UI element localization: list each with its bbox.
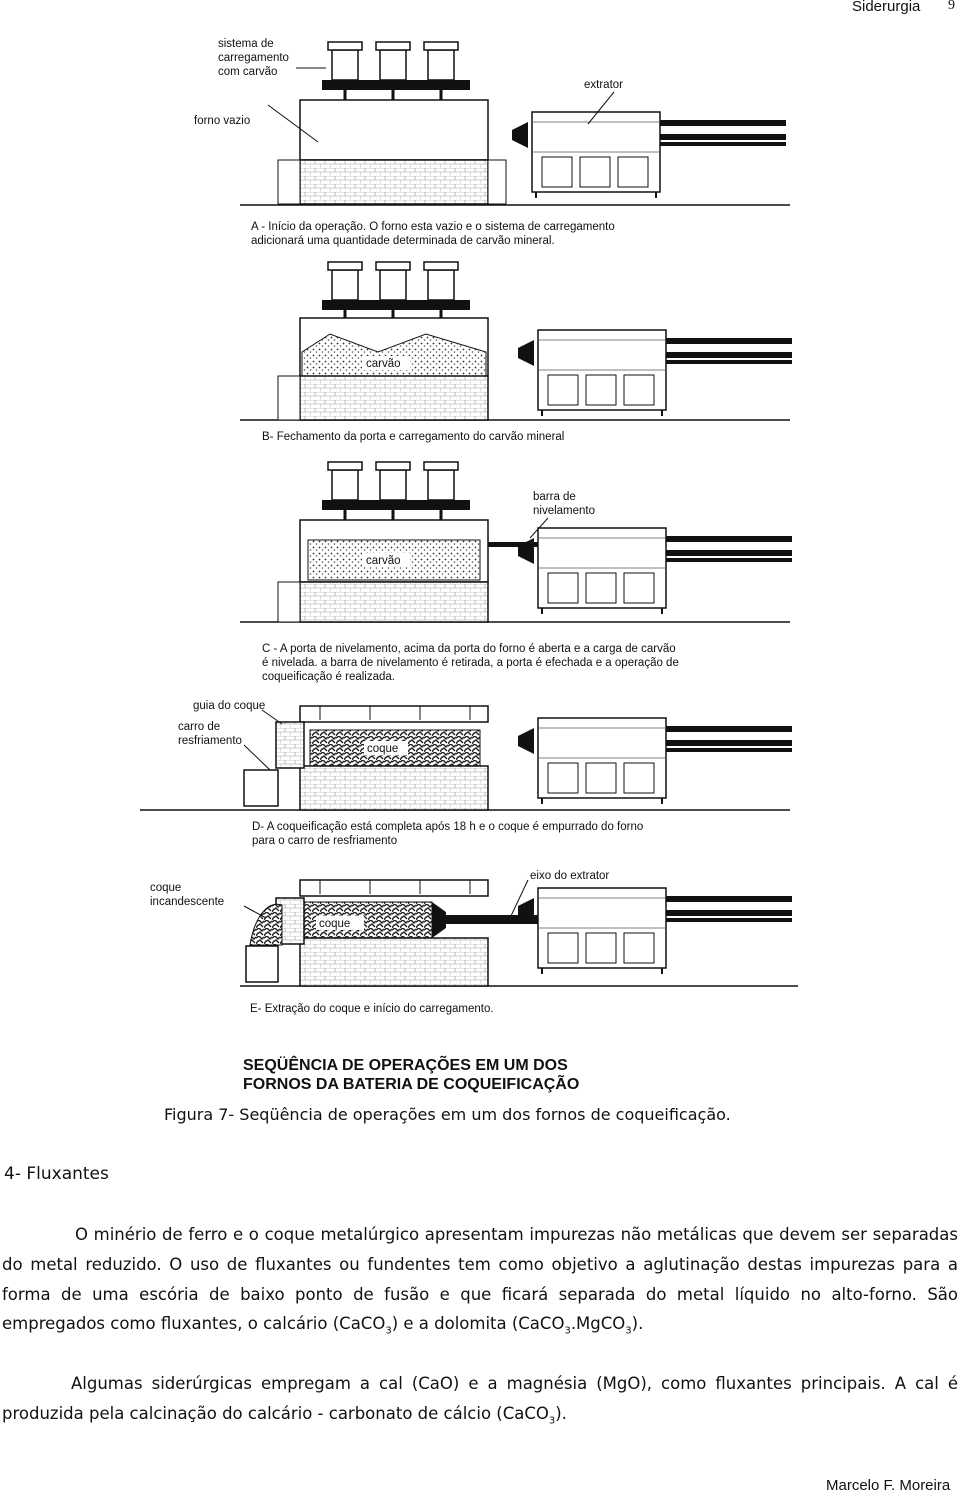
- panel-d-caption-line2: para o carro de resfriamento: [252, 835, 398, 847]
- panel-a-diagram: [240, 42, 790, 205]
- paragraph-1-text-c: .MgCO: [570, 1314, 626, 1334]
- label-extrator: extrator: [584, 79, 623, 91]
- label-coque-inc-line2: incandescente: [150, 896, 225, 908]
- label-guia: guia do coque: [193, 700, 266, 712]
- footer-author: Marcelo F. Moreira: [826, 1477, 951, 1494]
- paragraph-1-text-a: O minério de ferro e o coque metalúrgico apresentam impurezas não metálicas que devem ser separadas do metal reduzido. O uso de fluxantes ou fundentes tem como objetivo a aglutinação destas impurezas para a forma de uma escória de baixo ponto de fusão e que ficará separada do metal líquido no alto-forno. São empregados como fluxantes, o calcário (CaCO: [2, 1225, 958, 1334]
- label-carro-line2: resfriamento: [178, 735, 242, 747]
- running-header-title: Siderurgia: [852, 0, 921, 15]
- subscript: 3: [625, 1325, 632, 1337]
- label-carvao-c: carvão: [366, 555, 401, 567]
- panel-c-caption-line3: coqueificação é realizada.: [262, 671, 395, 683]
- label-barra-line1: barra de: [533, 491, 576, 503]
- paragraph-1: [2, 1220, 958, 1339]
- paragraph-2-text-b: ).: [555, 1403, 567, 1423]
- paragraph-2-text-a: Algumas siderúrgicas empregam a cal (CaO) e a magnésia (MgO), como fluxantes principais. A cal é produzida pela calcinação do calcário - carbonato de cálcio (CaCO: [2, 1374, 958, 1423]
- subscript: 3: [564, 1325, 571, 1337]
- panel-c-diagram: [240, 462, 792, 622]
- label-sistema-line3: com carvão: [218, 66, 278, 78]
- figure-title-line2: FORNOS DA BATERIA DE COQUEIFICAÇÃO: [243, 1076, 580, 1093]
- label-sistema-line1: sistema de: [218, 38, 274, 50]
- label-coque-inc-line1: coque: [150, 882, 182, 894]
- label-sistema-line2: carregamento: [218, 52, 289, 64]
- label-barra-line2: nivelamento: [533, 505, 596, 517]
- paragraph-1-text-b: ) e a dolomita (CaCO: [391, 1314, 565, 1334]
- page-number: 9: [948, 0, 955, 13]
- panel-c-caption-line1: C - A porta de nivelamento, acima da porta do forno é aberta e a carga de carvão: [262, 643, 676, 655]
- panel-d-diagram: [140, 706, 792, 810]
- label-coque-e: coque: [319, 918, 351, 930]
- panel-a-caption-line1: A - Início da operação. O forno esta vazio e o sistema de carregamento: [251, 221, 615, 233]
- panel-b-diagram: [240, 262, 792, 420]
- panel-e-caption: E- Extração do coque e início do carregamento.: [250, 1003, 494, 1015]
- label-carro-line1: carro de: [178, 721, 221, 733]
- panel-e-diagram: [240, 880, 798, 986]
- panel-b-caption: B- Fechamento da porta e carregamento do carvão mineral: [262, 431, 565, 443]
- label-carvao-b: carvão: [366, 358, 401, 370]
- label-eixo: eixo do extrator: [530, 870, 610, 882]
- paragraph-1-text-d: ).: [631, 1314, 644, 1334]
- section-heading: 4- Fluxantes: [4, 1164, 109, 1184]
- label-forno-vazio: forno vazio: [194, 115, 251, 127]
- panel-a-caption-line2: adicionará uma quantidade determinada de carvão mineral.: [251, 235, 555, 247]
- label-coque-d: coque: [367, 743, 399, 755]
- figure-title-line1: SEQÜÊNCIA DE OPERAÇÕES EM UM DOS: [243, 1057, 568, 1074]
- panel-c-caption-line2: é nivelada. a barra de nivelamento é retirada, a porta é efechada e a operação de: [262, 657, 679, 669]
- subscript: 3: [548, 1415, 556, 1427]
- subscript: 3: [385, 1325, 392, 1337]
- figure-caption: Figura 7- Seqüência de operações em um dos fornos de coqueificação.: [164, 1105, 731, 1124]
- paragraph-2: [2, 1369, 958, 1429]
- panel-d-caption-line1: D- A coqueificação está completa após 18 h e o coque é empurrado do forno: [252, 821, 644, 833]
